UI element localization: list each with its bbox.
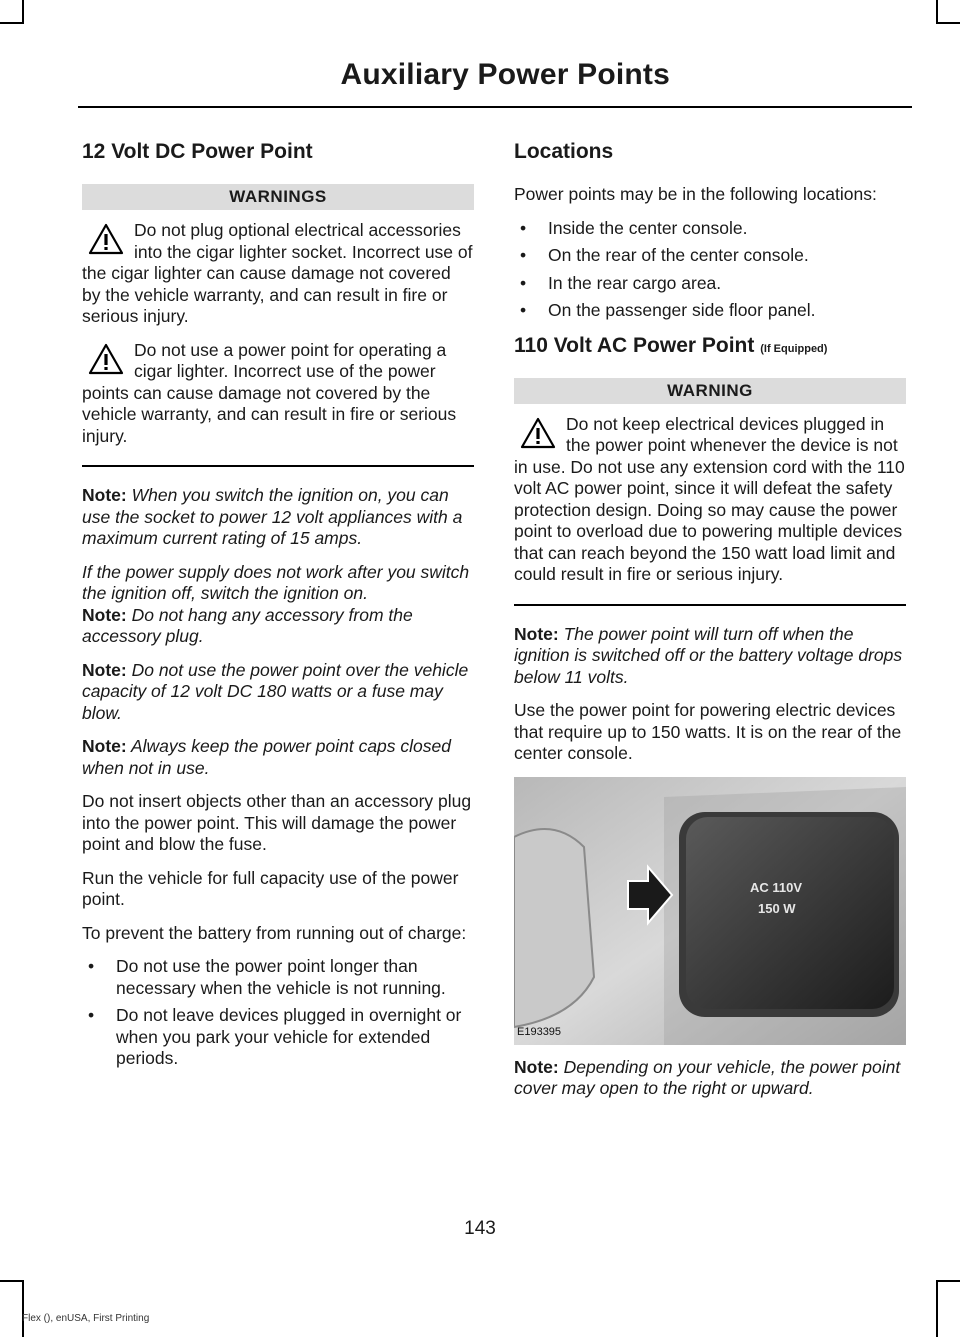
note (514, 1057, 906, 1100)
section-heading-12v: 12 Volt DC Power Point (82, 140, 313, 163)
list-item: • On the passenger side floor panel. (514, 300, 906, 322)
crop-mark (0, 22, 24, 24)
warning-triangle-icon (520, 417, 556, 449)
note-label: Note: (514, 623, 559, 644)
note (82, 660, 474, 725)
bullet-list (82, 956, 474, 1070)
crop-mark (936, 1280, 960, 1282)
body-paragraph: Use the power point for powering electric devices that require up to 150 watts. It is on the rear of the center console. (514, 700, 902, 763)
warning-block (514, 414, 906, 586)
warning-text: Do not use a power point for operating a cigar lighter. Incorrect use of the power points can cause damage not covered by the vehicle warranty, and can result in fire or serious injury. (82, 339, 457, 446)
power-point-illustration (514, 777, 906, 1045)
heading-text: 110 Volt AC Power Point (514, 333, 755, 357)
printing-info: Flex (), enUSA, First Printing (22, 1313, 150, 1324)
list-item: • Inside the center console. (514, 218, 906, 240)
note-label: Note: (82, 736, 127, 756)
warnings-banner: WARNINGS (82, 184, 474, 210)
page-title: Auxiliary Power Points (340, 58, 670, 91)
note (82, 605, 474, 648)
list-item: • In the rear cargo area. (514, 273, 906, 295)
warning-block (82, 220, 474, 328)
body-paragraph: Power points may be in the following locations: (514, 184, 877, 204)
note-label: Note: (82, 604, 127, 625)
figure-code: E193395 (517, 1025, 562, 1038)
crop-mark (22, 0, 24, 22)
body-paragraph: Run the vehicle for full capacity use of the power point. (82, 867, 459, 909)
title-rule (78, 106, 912, 108)
note-text: Do not hang any accessory from the accessory plug. (82, 604, 413, 646)
page-number: 143 (464, 1218, 496, 1239)
right-column (514, 140, 906, 1112)
list-item: • Do not use the power point longer than necessary when the vehicle is not running. (82, 956, 474, 999)
note-text: The power point will turn off when the ignition is switched off or the battery voltage drops below 11 volts. (514, 623, 903, 687)
note (82, 736, 474, 779)
crop-mark (936, 0, 938, 22)
note-label: Note: (514, 1056, 559, 1077)
warning-triangle-icon (88, 223, 124, 255)
section-heading-110v (514, 334, 906, 358)
list-item: • On the rear of the center console. (514, 245, 906, 267)
crop-mark (936, 1280, 938, 1337)
heading-suffix: (If Equipped) (760, 342, 828, 355)
crop-mark (22, 1280, 24, 1337)
warning-text: Do not keep electrical devices plugged in the power point whenever the device is not in use. Do not use any extension cord with the 110 volt AC power point, since it will defeat the safety protection design. Doing so may cause the power point to overload due to powering multiple devices that can reach beyond the 150 watt load limit and could result in fire or serious injury. (514, 413, 905, 584)
warning-triangle-icon (88, 343, 124, 375)
warning-text: Do not plug optional electrical accessories into the cigar lighter socket. Incorrect use of the cigar lighter can cause damage not covered by the vehicle warranty, and can result in fire or serious injury. (82, 220, 473, 326)
section-rule (514, 604, 906, 606)
note-text: Do not use the power point over the vehicle capacity of 12 volt DC 180 watts or a fuse may blow. (82, 659, 469, 723)
body-paragraph: Do not insert objects other than an accessory plug into the power point. This will damage the power point and blow the fuse. (82, 791, 472, 854)
note-label: Note: (82, 659, 127, 680)
note (82, 485, 474, 550)
section-heading-locations: Locations (514, 140, 614, 163)
body-paragraph: To prevent the battery from running out of charge: (82, 922, 467, 943)
note-text: When you switch the ignition on, you can use the socket to power 12 volt appliances with a maximum current rating of 15 amps. (82, 485, 463, 548)
note-text: If the power supply does not work after you switch the ignition off, switch the ignition on. (82, 561, 470, 603)
list-item: • Do not leave devices plugged in overnight or when you park your vehicle for extended periods. (82, 1005, 474, 1070)
note-text: Depending on your vehicle, the power point cover may open to the right or upward. (514, 1056, 901, 1098)
warning-banner: WARNING (514, 378, 906, 404)
cover-label-watts: 150 W (758, 900, 796, 916)
cover-label-ac: AC 110V (750, 879, 803, 895)
left-column (82, 140, 474, 1082)
note-text: Always keep the power point caps closed when not in use. (82, 736, 451, 778)
warning-block (82, 340, 474, 448)
section-rule (82, 465, 474, 467)
note-label: Note: (82, 485, 127, 505)
crop-mark (936, 22, 960, 24)
crop-mark (0, 1280, 24, 1282)
bullet-list (514, 218, 906, 322)
note (514, 624, 906, 689)
